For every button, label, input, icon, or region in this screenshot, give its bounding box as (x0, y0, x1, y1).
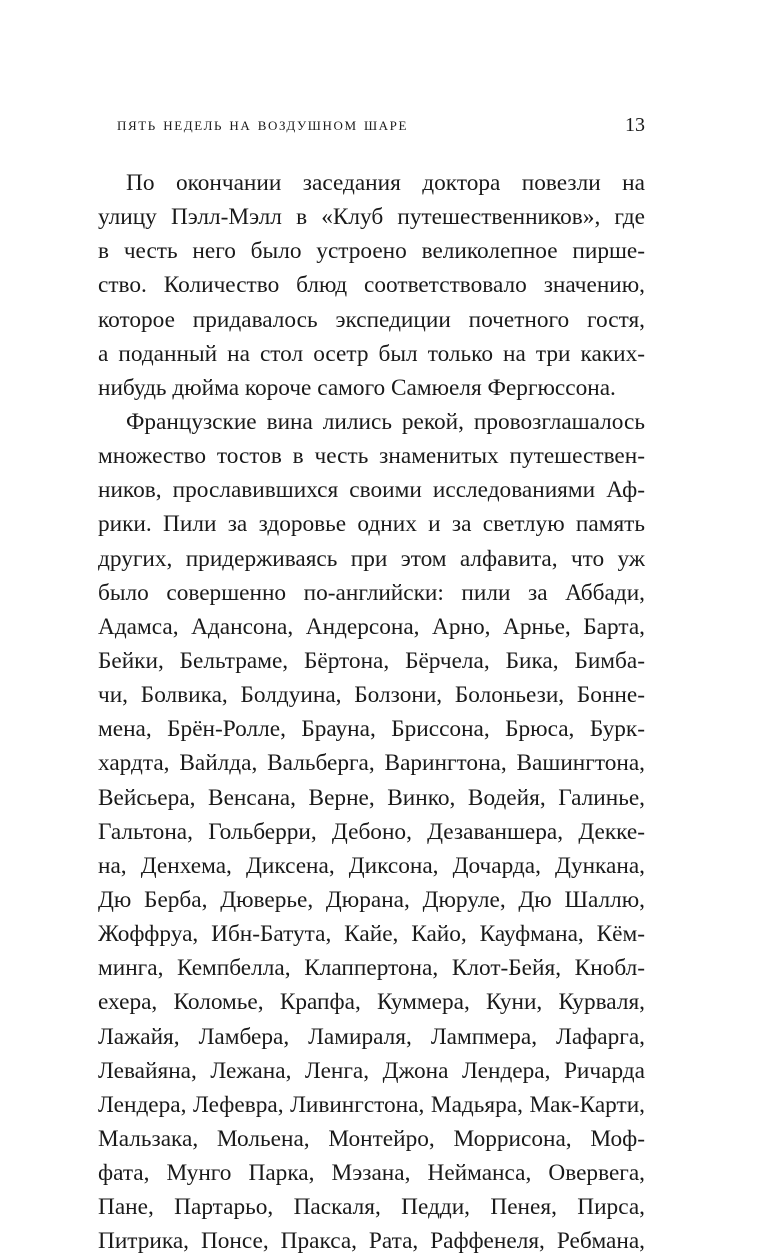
text-line: Гальтона, Гольберри, Дебоно, Дезаваншера, Декке- (98, 818, 645, 845)
text-line: Дю Берба, Дюверье, Дюрана, Дюруле, Дю Шаллю, (98, 886, 645, 913)
text-line: фата, Мунго Парка, Мэзана, Нейманса, Овервега, (98, 1160, 645, 1187)
text-line: улицу Пэлл-Мэлл в «Клуб путешественников», где (98, 204, 645, 231)
text-line: было совершенно по-английски: пили за Аббади, (98, 579, 645, 606)
text-line: Лажайя, Ламбера, Ламираля, Лампмера, Лафарга, (98, 1023, 645, 1050)
text-line: Левайяна, Лежана, Ленга, Джона Лендера, Ричарда (98, 1057, 645, 1084)
text-line: в честь него было устроено великолепное пирше- (98, 238, 645, 265)
text-line: а поданный на стол осетр был только на три каких- (98, 340, 645, 367)
text-line: минга, Кемпбелла, Клаппертона, Клот-Бейя, Кнобл- (98, 955, 645, 982)
text-line: рики. Пили за здоровье одних и за светлую память (98, 511, 645, 538)
text-line: Адамса, Адансона, Андерсона, Арно, Арнье, Барта, (98, 613, 645, 640)
running-title: пять недель на воздушном шаре (117, 114, 409, 135)
running-head (117, 112, 645, 138)
text-line: на, Денхема, Диксена, Диксона, Дочарда, Дункана, (98, 852, 645, 879)
text-line: которое придавалось экспедиции почетного гостя, (98, 306, 645, 333)
text-line: Жоффруа, Ибн-Батута, Кайе, Кайо, Кауфмана, Кём- (98, 921, 645, 948)
text-line: Вейсьера, Венсана, Верне, Винко, Водейя, Галинье, (98, 784, 645, 811)
text-line: чи, Болвика, Болдуина, Болзони, Болоньези, Бонне- (98, 682, 645, 709)
text-line: ников, прославившихся своими исследованиями Аф- (98, 477, 645, 504)
text-line: нибудь дюйма короче самого Самюеля Фергюссона. (98, 374, 616, 401)
text-line: ехера, Коломье, Крапфа, Куммера, Куни, Курваля, (98, 989, 645, 1016)
body-text (98, 166, 645, 1259)
text-line: мена, Брён-Ролле, Брауна, Бриссона, Брюса, Бурк- (98, 716, 645, 743)
text-line: Бейки, Бельтраме, Бёртона, Бёрчела, Бика, Бимба- (98, 647, 645, 674)
text-line: Лендера, Лефевра, Ливингстона, Мадьяра, Мак-Карти, (98, 1091, 645, 1118)
text-line: Питрика, Понсе, Пракса, Рата, Раффенеля, Ребмана, (98, 1228, 645, 1255)
text-line: хардта, Вайлда, Вальберга, Варингтона, Вашингтона, (98, 750, 645, 777)
text-line: Пане, Партарьо, Паскаля, Педди, Пенея, Пирса, (98, 1194, 645, 1221)
text-line: По окончании заседания доктора повезли на (126, 170, 645, 196)
text-line: множество тостов в честь знаменитых путешествен- (98, 443, 645, 470)
text-line: Мальзака, Мольена, Монтейро, Моррисона, Моф- (98, 1125, 645, 1152)
text-line: других, придерживаясь при этом алфавита, что уж (98, 545, 645, 572)
text-line: ство. Количество блюд соответствовало значению, (98, 272, 645, 299)
page-number: 13 (625, 114, 645, 136)
text-line: Французские вина лились рекой, провозглашалось (126, 408, 645, 435)
